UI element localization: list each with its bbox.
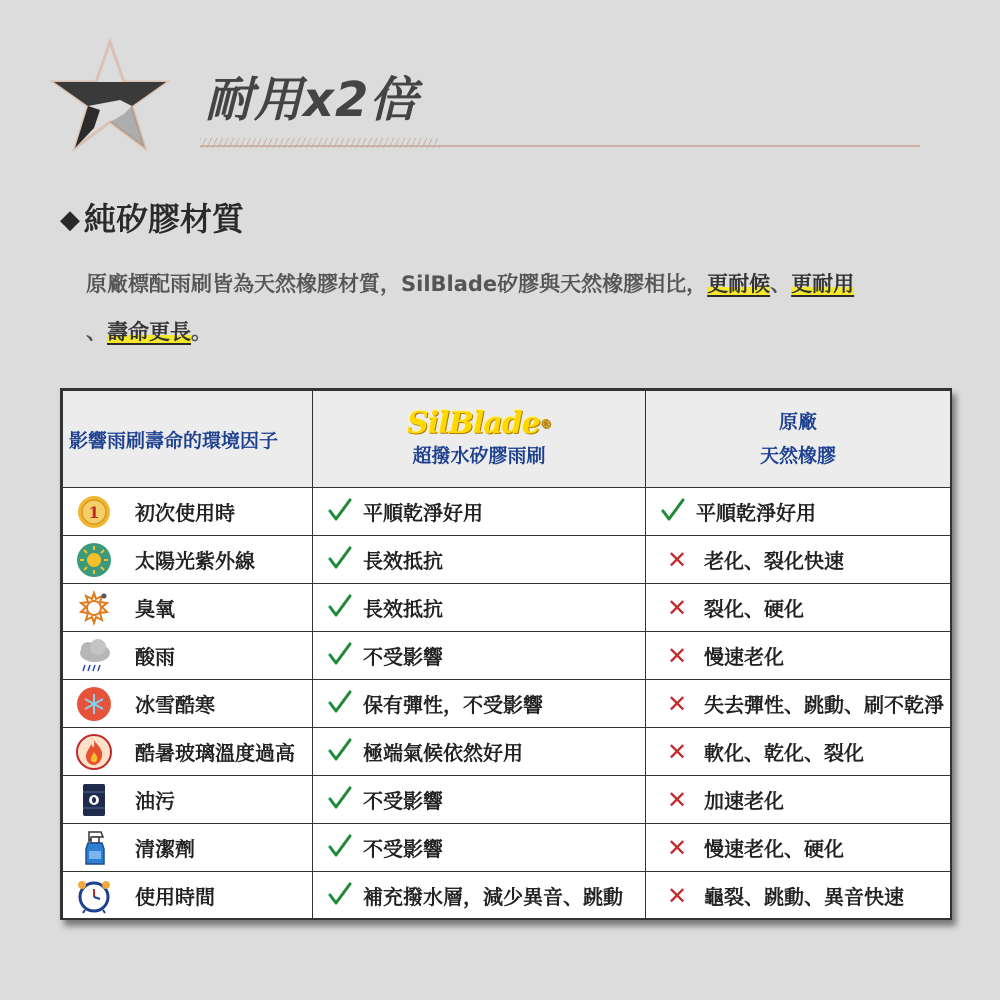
factor-label: 使用時間 <box>135 885 215 909</box>
factor-label: 清潔劑 <box>135 837 195 861</box>
factor-label: 臭氧 <box>135 597 175 621</box>
factor-label: 太陽光紫外線 <box>135 549 255 573</box>
silblade-cell <box>313 776 646 824</box>
factor-label: 油污 <box>135 789 175 813</box>
cross-icon: ✕ <box>666 593 688 622</box>
original-value: 軟化、乾化、裂化 <box>704 741 864 765</box>
header-silblade-sub: 超撥水矽膠雨刷 <box>412 445 546 467</box>
cross-icon: ✕ <box>666 833 688 862</box>
oil-drum-icon <box>75 781 113 819</box>
header-original-line1: 原廠 <box>778 411 817 433</box>
table-row <box>63 488 951 536</box>
cross-icon: ✕ <box>666 881 688 910</box>
silblade-cell <box>313 872 646 920</box>
table-header-row <box>63 391 951 488</box>
highlight-durable: 更耐用 <box>791 272 855 296</box>
header-silblade-cell <box>313 391 646 488</box>
sun-icon <box>75 541 113 579</box>
factor-label: 酷暑玻璃溫度過高 <box>135 741 295 765</box>
acid-rain-cloud-icon <box>75 637 113 675</box>
silblade-value: 保有彈性，不受影響 <box>363 693 543 717</box>
description-paragraph <box>86 260 966 356</box>
original-cell <box>646 872 951 920</box>
original-cell <box>646 728 951 776</box>
factor-label: 冰雪酷寒 <box>135 693 215 717</box>
spray-bottle-icon <box>75 829 113 867</box>
cross-icon: ✕ <box>666 545 688 574</box>
silblade-cell <box>313 632 646 680</box>
hero-divider <box>200 145 920 147</box>
factor-cell <box>63 872 313 920</box>
factor-label: 酸雨 <box>135 645 175 669</box>
check-icon <box>327 545 357 575</box>
original-cell <box>646 488 951 536</box>
check-icon <box>327 689 357 719</box>
diamond-icon: ◆ <box>60 205 80 235</box>
cross-icon: ✕ <box>666 785 688 814</box>
description-end: 。 <box>191 320 212 344</box>
svg-text:1: 1 <box>88 502 100 522</box>
silblade-value: 長效抵抗 <box>363 549 443 573</box>
check-icon <box>327 593 357 623</box>
description-sep: 、 <box>770 272 792 296</box>
silblade-cell <box>313 488 646 536</box>
original-cell <box>646 584 951 632</box>
snowflake-icon <box>75 685 113 723</box>
table-row <box>63 632 951 680</box>
check-icon <box>327 497 357 527</box>
silblade-value: 不受影響 <box>363 645 443 669</box>
silblade-cell <box>313 824 646 872</box>
silblade-logo-text: SilBlade <box>407 406 540 441</box>
first-place-medal-icon <box>75 493 113 531</box>
highlight-weather: 更耐候 <box>707 272 771 296</box>
table-row <box>63 584 951 632</box>
original-value: 平順乾淨好用 <box>696 501 816 525</box>
silblade-value: 不受影響 <box>363 837 443 861</box>
cross-icon: ✕ <box>666 737 688 766</box>
section-title-text: 純矽膠材質 <box>84 200 245 238</box>
header-factor-cell <box>63 391 313 488</box>
original-value: 老化、裂化快速 <box>704 549 844 573</box>
check-icon <box>660 497 690 527</box>
factor-cell <box>63 776 313 824</box>
check-icon <box>327 641 357 671</box>
original-value: 慢速老化 <box>704 645 784 669</box>
original-cell <box>646 776 951 824</box>
silblade-value: 補充撥水層，減少異音、跳動 <box>363 885 623 909</box>
cross-icon: ✕ <box>666 641 688 670</box>
factor-cell <box>63 488 313 536</box>
hero-banner <box>0 0 1000 170</box>
original-cell <box>646 680 951 728</box>
ozone-icon <box>75 589 113 627</box>
factor-cell <box>63 536 313 584</box>
factor-cell <box>63 632 313 680</box>
original-value: 失去彈性、跳動、刷不乾淨 <box>704 693 944 717</box>
header-original-line2: 天然橡膠 <box>759 445 836 467</box>
table-row <box>63 536 951 584</box>
silblade-value: 不受影響 <box>363 789 443 813</box>
original-value: 慢速老化、硬化 <box>704 837 844 861</box>
comparison-table <box>60 388 952 920</box>
header-factor: 影響雨刷壽命的環境因子 <box>69 429 279 452</box>
original-cell <box>646 536 951 584</box>
original-cell <box>646 824 951 872</box>
header-original-cell <box>646 391 951 488</box>
check-icon <box>327 737 357 767</box>
original-value: 龜裂、跳動、異音快速 <box>704 885 904 909</box>
factor-label: 初次使用時 <box>135 501 235 525</box>
table-row <box>63 776 951 824</box>
original-value: 裂化、硬化 <box>704 597 804 621</box>
check-icon <box>327 833 357 863</box>
factor-cell <box>63 584 313 632</box>
highlight-lifespan: 壽命更長 <box>107 320 191 344</box>
silblade-value: 長效抵抗 <box>363 597 443 621</box>
silblade-value: 平順乾淨好用 <box>363 501 483 525</box>
hero-title: 耐用x2倍 <box>205 72 419 128</box>
silblade-logo: SilBlade® <box>407 406 551 441</box>
silblade-value: 極端氣候依然好用 <box>363 741 523 765</box>
silblade-cell <box>313 680 646 728</box>
flame-icon <box>75 733 113 771</box>
original-cell <box>646 632 951 680</box>
factor-cell <box>63 680 313 728</box>
table-row <box>63 872 951 920</box>
check-icon <box>327 881 357 911</box>
factor-cell <box>63 824 313 872</box>
silblade-cell <box>313 536 646 584</box>
section-title <box>60 196 244 245</box>
table-row <box>63 824 951 872</box>
original-value: 加速老化 <box>704 789 784 813</box>
silblade-cell <box>313 728 646 776</box>
check-icon <box>327 785 357 815</box>
factor-cell <box>63 728 313 776</box>
silblade-cell <box>313 584 646 632</box>
alarm-clock-icon <box>75 877 113 915</box>
description-prefix: 、 <box>86 320 107 344</box>
star-icon <box>50 36 170 156</box>
table-row <box>63 680 951 728</box>
description-text: 原廠標配雨刷皆為天然橡膠材質，SilBlade矽膠與天然橡膠相比， <box>86 272 708 296</box>
cross-icon: ✕ <box>666 689 688 718</box>
table-row <box>63 728 951 776</box>
